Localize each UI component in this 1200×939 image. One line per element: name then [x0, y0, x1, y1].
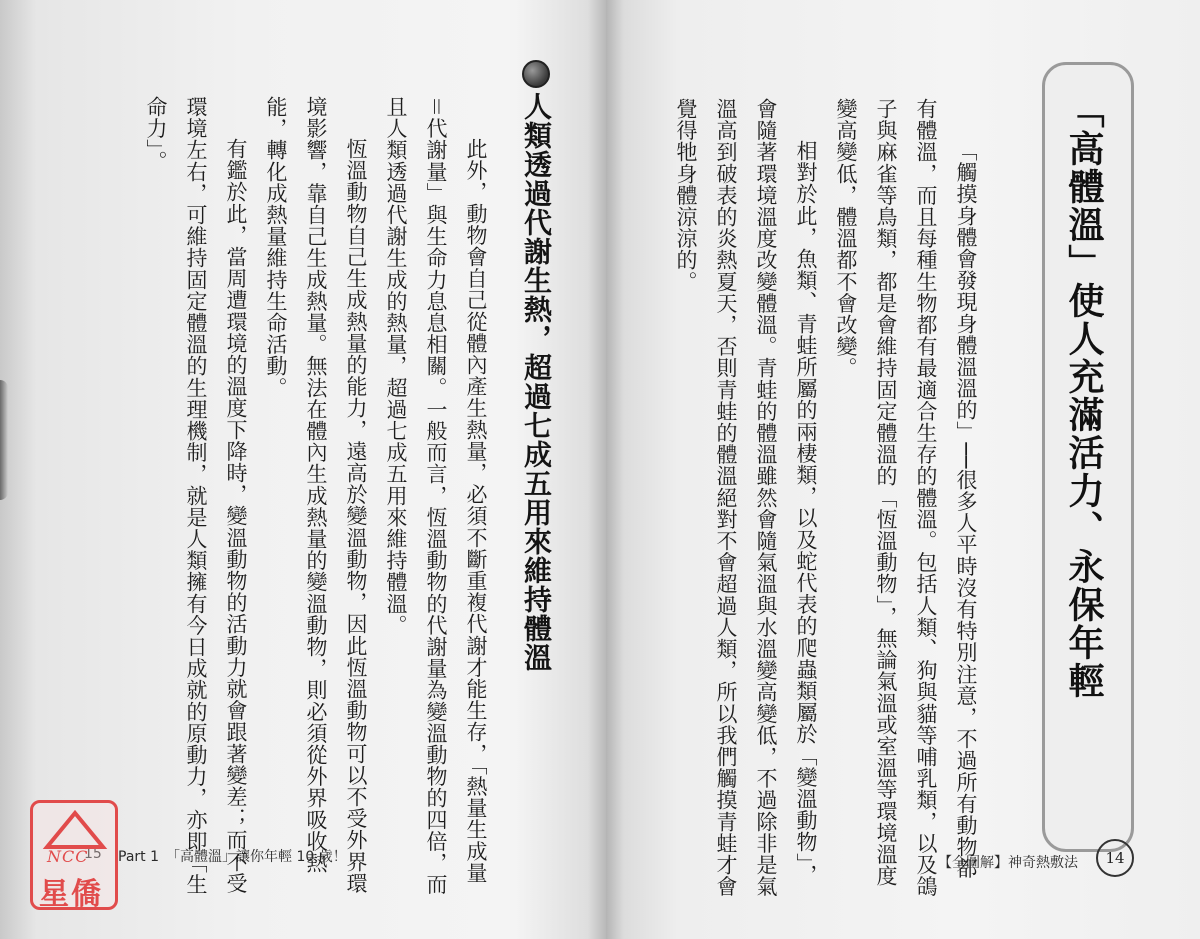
- left-column-8: 環境左右，可維持固定體溫的生理機制，就是人類擁有今日成就的原動力，亦即「生: [184, 96, 208, 896]
- left-column-6: 能，轉化成熱量維持生命活動。: [264, 96, 288, 399]
- right-column-2: 有體溫，而且每種生物都有最適合生存的體溫。包括人類、狗與貓等哺乳類，以及鴿: [914, 98, 938, 898]
- right-column-3: 子與麻雀等鳥類，都是會維持固定體溫的「恆溫動物」，無論氣溫或室溫等環境溫度: [874, 98, 898, 887]
- left-column-7: 有鑑於此，當周遭環境的溫度下降時，變溫動物的活動力就會跟著變差；而不受: [224, 138, 248, 894]
- stamp-chinese: 星僑: [39, 877, 103, 912]
- section-heading: 人類透過代謝生熱，超過七成五用來維持體溫: [520, 92, 553, 672]
- right-column-1: 「觸摸身體會發現身體溫溫的」──很多人平時沒有特別注意，不過所有動物都: [954, 140, 978, 880]
- right-column-8: 覺得牠身體涼涼的。: [674, 98, 698, 293]
- right-page: [606, 0, 1200, 939]
- left-column-1: 此外，動物會自己從體內產生熱量，必須不斷重複代謝才能生存，「熱量生成量: [464, 138, 488, 884]
- stamp-english: NCC: [47, 847, 89, 866]
- page-edge-shadow: [0, 380, 8, 500]
- right-column-6: 會隨著環境溫度改變體溫。青蛙的體溫雖然會隨氣溫與水溫變高變低，不過除非是氣: [754, 98, 778, 898]
- left-column-9: 命力」。: [144, 96, 168, 172]
- left-column-3: 且人類透過代謝生成的熱量，超過七成五用來維持體溫。: [384, 96, 408, 636]
- bullet-icon: [522, 60, 550, 88]
- watermark-stamp: [30, 800, 118, 910]
- right-column-5: 相對於此，魚類、青蛙所屬的兩棲類，以及蛇代表的爬蟲類屬於「變溫動物」，: [794, 140, 818, 886]
- page-number-right: 14: [1096, 839, 1134, 877]
- right-column-7: 溫高到破表的炎熱夏天，否則青蛙的體溫絕對不會超過人類，所以我們觸摸青蛙才會: [714, 98, 738, 898]
- page-number-left: 15: [84, 846, 102, 862]
- right-column-4: 變高變低，體溫都不會改變。: [834, 98, 858, 379]
- left-column-4: 恆溫動物自己生成熱量的能力，遠高於變溫動物，因此恆溫動物可以不受外界環: [344, 138, 368, 894]
- left-column-2: ＝代謝量」與生命力息息相關。一般而言，恆溫動物的代謝量為變溫動物的四倍，而: [424, 96, 448, 896]
- chapter-title: 「高體溫」使人充滿活力、永保年輕: [1063, 92, 1104, 700]
- running-head-left: Part 1 「高體溫」讓你年輕 10 歲！: [118, 849, 347, 865]
- triangle-logo-icon: [41, 807, 109, 851]
- left-column-5: 境影響，靠自己生成熱量。無法在體內生成熱量的變溫動物，則必須從外界吸收熱: [304, 96, 328, 874]
- running-head-right: 【全圖解】神奇熱敷法: [938, 855, 1078, 871]
